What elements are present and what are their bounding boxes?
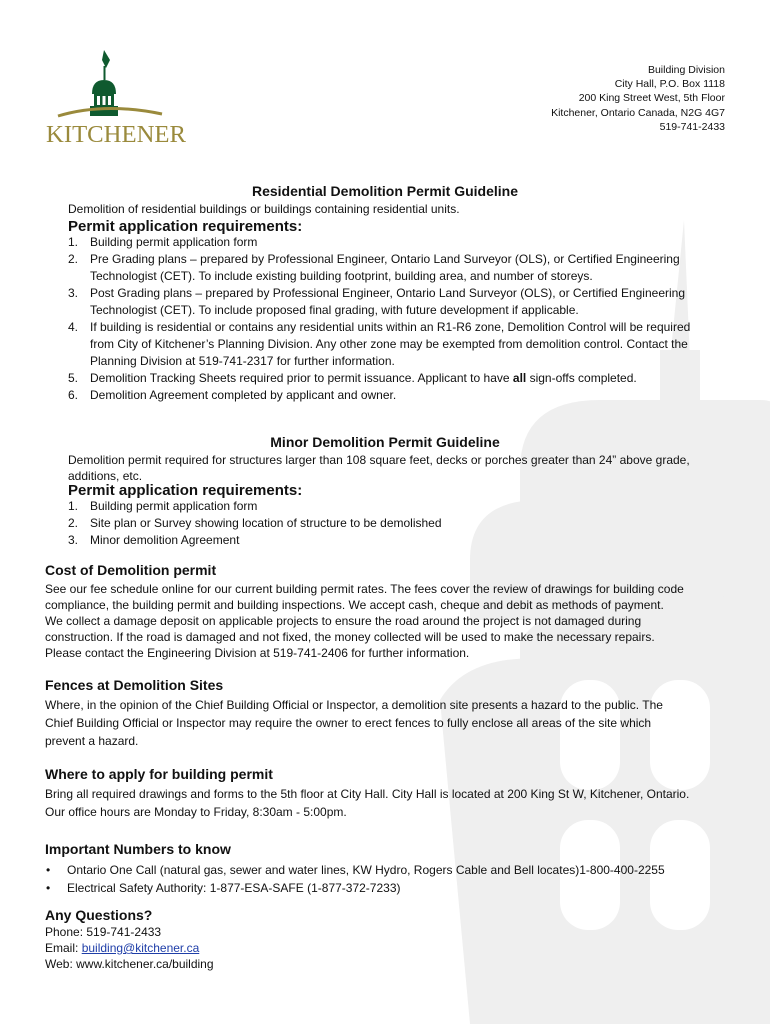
numbers-list xyxy=(45,861,745,897)
minor-intro: Demolition permit required for structures larger than 108 square feet, decks or porches greater than 24” above grade, additions, etc. xyxy=(68,453,690,483)
list-item: 5. Demolition Tracking Sheets required prior to permit issuance. Applicant to have all sign-offs completed. xyxy=(68,371,637,385)
list-item: 3. Minor demolition Agreement xyxy=(68,533,240,547)
minor-req-list xyxy=(68,498,738,549)
residential-intro: Demolition of residential buildings or buildings containing residential units. xyxy=(68,202,460,216)
email-label: Email: xyxy=(45,941,82,955)
minor-req-heading: Permit application requirements: xyxy=(68,482,303,499)
address-line: 519-741-2433 xyxy=(659,120,725,133)
web-text: Web: www.kitchener.ca/building xyxy=(45,957,214,971)
list-item: 6. Demolition Agreement completed by applicant and owner. xyxy=(68,388,397,402)
list-item: 2. Site plan or Survey showing location of structure to be demolished xyxy=(68,516,442,530)
cost-heading: Cost of Demolition permit xyxy=(45,562,217,578)
residential-req-heading: Permit application requirements: xyxy=(68,218,303,235)
list-item: • Electrical Safety Authority: 1-877-ESA-SAFE (1-877-372-7233) xyxy=(46,881,401,895)
address-line: Kitchener, Ontario Canada, N2G 4G7 xyxy=(551,106,725,119)
questions-heading: Any Questions? xyxy=(45,907,153,923)
cost-body: See our fee schedule online for our current building permit rates. The fees cover the review of drawings for building code compliance, the building permit and building inspections. We accept cash, cheque and debit as methods of payment. We collect a damage deposit on applicable projects to ensure the road around the project is not damaged during construction. If the road is damaged and not fixed, the money collected will be used to make the necessary repairs. Please contact the Engineering Division at 519-741-2406 for further information. xyxy=(45,582,684,660)
address-line: Building Division xyxy=(647,64,725,76)
kitchener-logo xyxy=(44,44,194,152)
email-link[interactable]: building@kitchener.ca xyxy=(81,941,200,955)
list-item: 1. Building permit application form xyxy=(68,235,258,249)
minor-title: Minor Demolition Permit Guideline xyxy=(270,434,500,450)
apply-body: Bring all required drawings and forms to the 5th floor at City Hall. City Hall is located at 200 King St W, Kitchener, Ontario. Our office hours are Monday to Friday, 8:30am - 5:00pm. xyxy=(45,787,690,819)
numbers-heading: Important Numbers to know xyxy=(45,841,231,857)
list-item: 4. If building is residential or contains any residential units within an R1-R6 zone, Demolition Control will be required from City of Kitchener’s Planning Division. Any other zone may be exempted from demolition control. Contact the Planning Division at 519-741-2317 for further information. xyxy=(68,320,691,368)
logo-wordmark: KITCHENER xyxy=(46,122,186,148)
address-line: 200 King Street West, 5th Floor xyxy=(578,92,725,105)
list-item: 2. Pre Grading plans – prepared by Professional Engineer, Ontario Land Surveyor (OLS), or Certified Engineering Technologist (CET). To include existing building footprint, building area, and number of storeys. xyxy=(68,252,680,283)
list-item: • Ontario One Call (natural gas, sewer and water lines, KW Hydro, Rogers Cable and Bell locates)1-800-400-2255 xyxy=(46,863,665,877)
list-item: 3. Post Grading plans – prepared by Professional Engineer, Ontario Land Surveyor (OLS), or Certified Engineering Technologist (CET). To include proposed final grading, with future development if applicable. xyxy=(68,286,685,317)
fences-body: Where, in the opinion of the Chief Building Official or Inspector, a demolition site presents a hazard to the public. The Chief Building Official or Inspector may require the owner to erect fences to fully enclose all areas of the site which prevent a hazard. xyxy=(45,698,663,748)
residential-req-list xyxy=(68,234,738,404)
apply-heading: Where to apply for building permit xyxy=(45,766,273,782)
list-item: 1. Building permit application form xyxy=(68,499,258,513)
questions-body xyxy=(45,924,214,972)
residential-title: Residential Demolition Permit Guideline xyxy=(251,183,519,199)
address-block xyxy=(551,63,725,134)
address-line: City Hall, P.O. Box 1118 xyxy=(614,78,725,91)
phone-text: Phone: 519-741-2433 xyxy=(45,925,162,939)
fences-heading: Fences at Demolition Sites xyxy=(45,677,224,693)
